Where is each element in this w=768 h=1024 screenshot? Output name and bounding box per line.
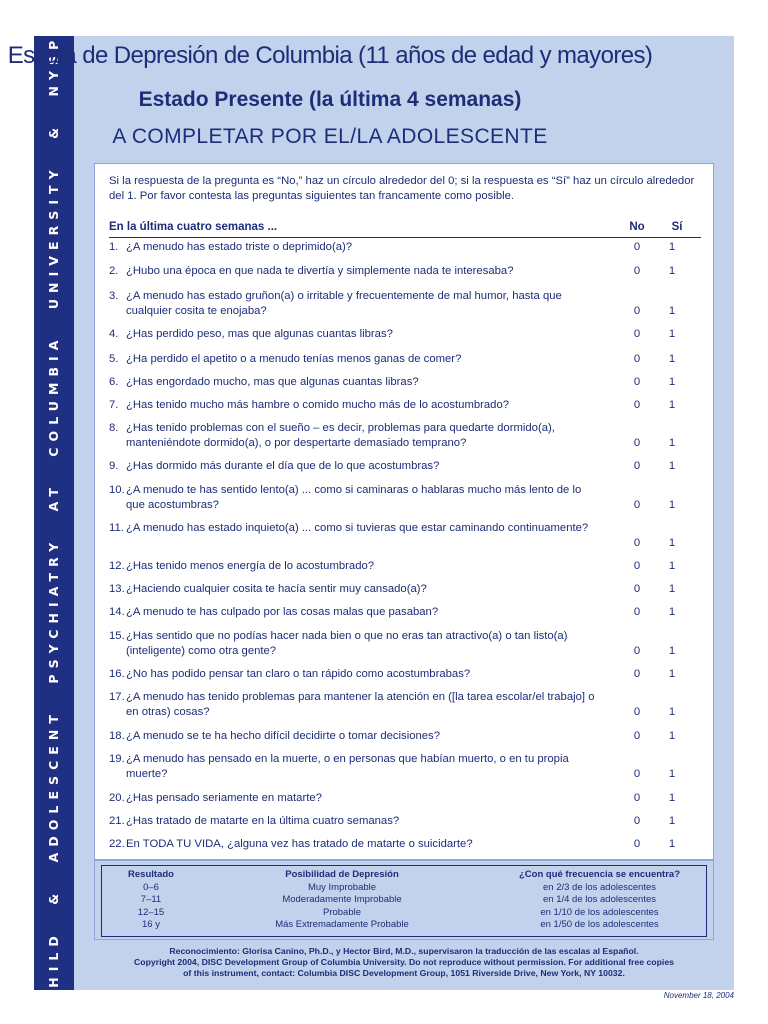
answer-no-option[interactable]: 0 — [633, 792, 641, 804]
scoring-box — [94, 860, 714, 940]
question-row — [109, 289, 701, 319]
answer-no-option[interactable]: 0 — [633, 399, 641, 411]
answer-no-option[interactable]: 0 — [633, 668, 641, 680]
answer-si-option[interactable]: 1 — [668, 460, 676, 472]
question-number: 10. — [109, 484, 125, 496]
question-number: 3. — [109, 290, 119, 302]
revision-date: November 18, 2004 — [663, 991, 734, 1000]
question-text: ¿A menudo te has culpado por las cosas malas que pasaban? — [126, 606, 439, 618]
question-row — [109, 483, 701, 513]
question-row — [109, 559, 701, 574]
answer-no-option[interactable]: 0 — [633, 376, 641, 388]
question-row — [109, 667, 701, 682]
answer-no-option[interactable]: 0 — [633, 560, 641, 572]
question-row — [109, 791, 701, 806]
answer-si-option[interactable]: 1 — [668, 706, 676, 718]
answer-no-option[interactable]: 0 — [633, 328, 641, 340]
question-number: 20. — [109, 792, 125, 804]
answer-si-option[interactable]: 1 — [668, 353, 676, 365]
question-row — [109, 375, 701, 390]
possibility-column — [242, 869, 442, 932]
question-number: 8. — [109, 422, 119, 434]
answer-no-option[interactable]: 0 — [633, 460, 641, 472]
answer-no-option[interactable]: 0 — [633, 730, 641, 742]
answer-si-option[interactable]: 1 — [668, 768, 676, 780]
answer-si-option[interactable]: 1 — [668, 376, 676, 388]
possibility-value: Más Extremadamente Probable — [275, 919, 409, 930]
answer-no-option[interactable]: 0 — [633, 706, 641, 718]
question-text: ¿A menudo se te ha hecho difícil decidirte o tomar decisiones? — [126, 730, 440, 742]
credits — [94, 946, 714, 979]
question-text: ¿Has dormido más durante el día que de lo que acostumbras? — [126, 460, 440, 472]
score-header: Resultado — [128, 869, 174, 880]
question-number: 6. — [109, 376, 119, 388]
frequency-header: ¿Con qué frecuencia se encuentra? — [518, 869, 680, 880]
answer-no-option[interactable]: 0 — [633, 583, 641, 595]
answer-si-option[interactable]: 1 — [668, 583, 676, 595]
answer-no-option[interactable]: 0 — [633, 537, 641, 549]
question-row — [109, 352, 701, 367]
question-text: ¿Haciendo cualquier cosita te hacía sentir muy cansado(a)? — [126, 583, 427, 595]
answer-no-option[interactable]: 0 — [633, 353, 641, 365]
score-value: 12–15 — [137, 906, 165, 918]
frequency-column — [497, 869, 702, 932]
answer-si-option[interactable]: 1 — [668, 499, 676, 511]
answer-si-option[interactable]: 1 — [668, 645, 676, 657]
answer-si-option[interactable]: 1 — [668, 606, 676, 618]
answer-si-option[interactable]: 1 — [668, 668, 676, 680]
answer-si-option[interactable]: 1 — [668, 399, 676, 411]
question-text: ¿A menudo has tenido problemas para mantener la atención en ([la tarea escolar/el trabajo] o en otras) cosas? — [126, 691, 595, 718]
question-text: ¿Has perdido peso, mas que algunas cuantas libras? — [126, 328, 393, 340]
answer-no-option[interactable]: 0 — [633, 606, 641, 618]
question-row — [109, 521, 701, 551]
answer-si-option[interactable]: 1 — [668, 815, 676, 827]
question-row — [109, 814, 701, 829]
question-text: ¿A menudo has estado triste o deprimido(a)? — [126, 241, 353, 253]
question-number: 14. — [109, 606, 125, 618]
question-text: ¿Has sentido que no podías hacer nada bien o que no eras tan atractivo(a) o tan listo(a) (inteligente) como otra gente? — [126, 630, 568, 657]
answer-si-option[interactable]: 1 — [668, 838, 676, 850]
question-number: 19. — [109, 753, 125, 765]
answer-no-option[interactable]: 0 — [633, 437, 641, 449]
question-number: 5. — [109, 353, 119, 365]
credits-line: Reconocimiento: Glorisa Canino, Ph.D., y Hector Bird, M.D., supervisaron la traducción de las escalas al Español. — [169, 946, 639, 956]
score-value: 16 y — [142, 919, 160, 930]
question-text: ¿A menudo has estado gruñon(a) o irritable y frecuentemente de mal humor, hasta que cualquier cosita te enojaba? — [126, 290, 562, 317]
no-column-header: No — [629, 221, 645, 233]
question-number: 13. — [109, 583, 125, 595]
answer-si-option[interactable]: 1 — [668, 792, 676, 804]
possibility-value: Muy Improbable — [307, 881, 377, 893]
table-header — [109, 220, 701, 238]
question-row — [109, 837, 701, 852]
answer-no-option[interactable]: 0 — [633, 499, 641, 511]
answer-no-option[interactable]: 0 — [633, 241, 641, 253]
question-row — [109, 582, 701, 597]
scoring-table — [101, 865, 707, 937]
question-number: 1. — [109, 241, 119, 253]
question-row — [109, 752, 701, 782]
score-value: 7–11 — [140, 894, 162, 905]
question-text: ¿Has engordado mucho, mas que algunas cuantas libras? — [126, 376, 419, 388]
question-number: 7. — [109, 399, 119, 411]
question-row — [109, 264, 701, 279]
question-text: ¿Has pensado seriamente en matarte? — [126, 792, 322, 804]
answer-si-option[interactable]: 1 — [668, 241, 676, 253]
page-subtitle: Estado Presente (la última 4 semanas) — [138, 88, 522, 111]
question-row — [109, 398, 701, 413]
question-number: 2. — [109, 265, 119, 277]
page-title: Escala de Depresión de Columbia (11 años de edad y mayores) — [7, 42, 653, 69]
frequency-value: en 2/3 de los adolescentes — [542, 881, 657, 893]
frequency-value: en 1/4 de los adolescentes — [542, 894, 657, 905]
si-column-header: Sí — [671, 221, 683, 233]
answer-si-option[interactable]: 1 — [668, 730, 676, 742]
question-number: 21. — [109, 815, 125, 827]
question-row — [109, 459, 701, 474]
frequency-value: en 1/10 de los adolescentes — [540, 906, 659, 918]
answer-no-option[interactable]: 0 — [633, 265, 641, 277]
answer-si-option[interactable]: 1 — [668, 560, 676, 572]
answer-si-option[interactable]: 1 — [668, 305, 676, 317]
question-text: ¿A menudo has estado inquieto(a) ... como si tuvieras que estar caminando continuamente? — [126, 522, 589, 534]
questionnaire — [94, 163, 714, 860]
question-row — [109, 240, 701, 255]
answer-si-option[interactable]: 1 — [668, 437, 676, 449]
question-text: ¿A menudo te has sentido lento(a) ... como si caminaras o hablaras mucho más lento de lo que acostumbras? — [126, 484, 582, 511]
answer-si-option[interactable]: 1 — [668, 537, 676, 549]
question-number: 11. — [109, 522, 124, 534]
question-text: ¿Hubo una época en que nada te divertía y simplemente nada te interesaba? — [126, 265, 514, 277]
question-text: ¿A menudo has pensado en la muerte, o en personas que habían muerto, o en tu propia muerte? — [126, 753, 569, 780]
answer-no-option[interactable]: 0 — [633, 305, 641, 317]
possibility-header: Posibilidad de Depresión — [285, 869, 399, 880]
credits-line: Copyright 2004, DISC Development Group of Columbia University. Do not reproduce without permission. For additional free copies — [134, 957, 674, 967]
question-text: ¿Ha perdido el apetito o a menudo tenías menos ganas de comer? — [126, 353, 462, 365]
question-text: ¿Has tenido mucho más hambre o comido mucho más de lo acostumbrado? — [126, 399, 510, 411]
question-number: 22. — [109, 838, 125, 850]
answer-no-option[interactable]: 0 — [633, 815, 641, 827]
question-text: ¿Has tenido menos energía de lo acostumbrado? — [126, 560, 375, 572]
question-row — [109, 327, 701, 342]
question-text: ¿No has podido pensar tan claro o tan rápido como acostumbrabas? — [126, 668, 471, 680]
question-row — [109, 629, 701, 659]
question-number: 4. — [109, 328, 119, 340]
sidebar-banner — [34, 23, 74, 1003]
question-number: 15. — [109, 630, 125, 642]
question-text: ¿Has tenido problemas con el sueño – es decir, problemas para quedarte dormido(a), manteniéndote dormido(a), o por despertarte demasiado temprano? — [126, 422, 555, 449]
answer-si-option[interactable]: 1 — [668, 265, 676, 277]
question-row — [109, 605, 701, 620]
credits-line: of this instrument, contact: Columbia DISC Development Group, 1051 Riverside Drive, New York, NY 10032. — [183, 968, 625, 978]
question-number: 9. — [109, 460, 119, 472]
table-heading: En la última cuatro semanas ... — [109, 221, 278, 233]
answer-si-option[interactable]: 1 — [668, 328, 676, 340]
possibility-value: Moderadamente Improbable — [282, 894, 402, 905]
question-row — [109, 421, 701, 451]
possibility-value: Probable — [322, 906, 362, 918]
score-value: 0–6 — [143, 881, 159, 893]
instructions-text: Si la respuesta de la pregunta es “No,” haz un círculo alrededor del 0; si la respuesta es “Sí” haz un círculo alrededor del 1. Por favor contesta las preguntas siguientes tan francamente como posible. — [109, 175, 695, 202]
question-text: ¿Has tratado de matarte en la última cuatro semanas? — [126, 815, 400, 827]
score-column — [106, 869, 196, 932]
question-number: 12. — [109, 560, 125, 572]
frequency-value: en 1/50 de los adolescentes — [540, 919, 659, 930]
answer-no-option[interactable]: 0 — [633, 645, 641, 657]
sidebar-text: CHILD & ADOLESCENT PSYCHIATRY AT COLUMBIA UNIVERSITY & NYSPI — [46, 23, 62, 1003]
question-row — [109, 690, 701, 720]
answer-no-option[interactable]: 0 — [633, 838, 641, 850]
question-number: 18. — [109, 730, 125, 742]
question-number: 16. — [109, 668, 125, 680]
question-number: 17. — [109, 691, 125, 703]
question-row — [109, 729, 701, 744]
audience-heading: A COMPLETAR POR EL/LA ADOLESCENTE — [112, 125, 548, 148]
question-text: En TODA TU VIDA, ¿alguna vez has tratado de matarte o suicidarte? — [126, 838, 473, 850]
answer-no-option[interactable]: 0 — [633, 768, 641, 780]
